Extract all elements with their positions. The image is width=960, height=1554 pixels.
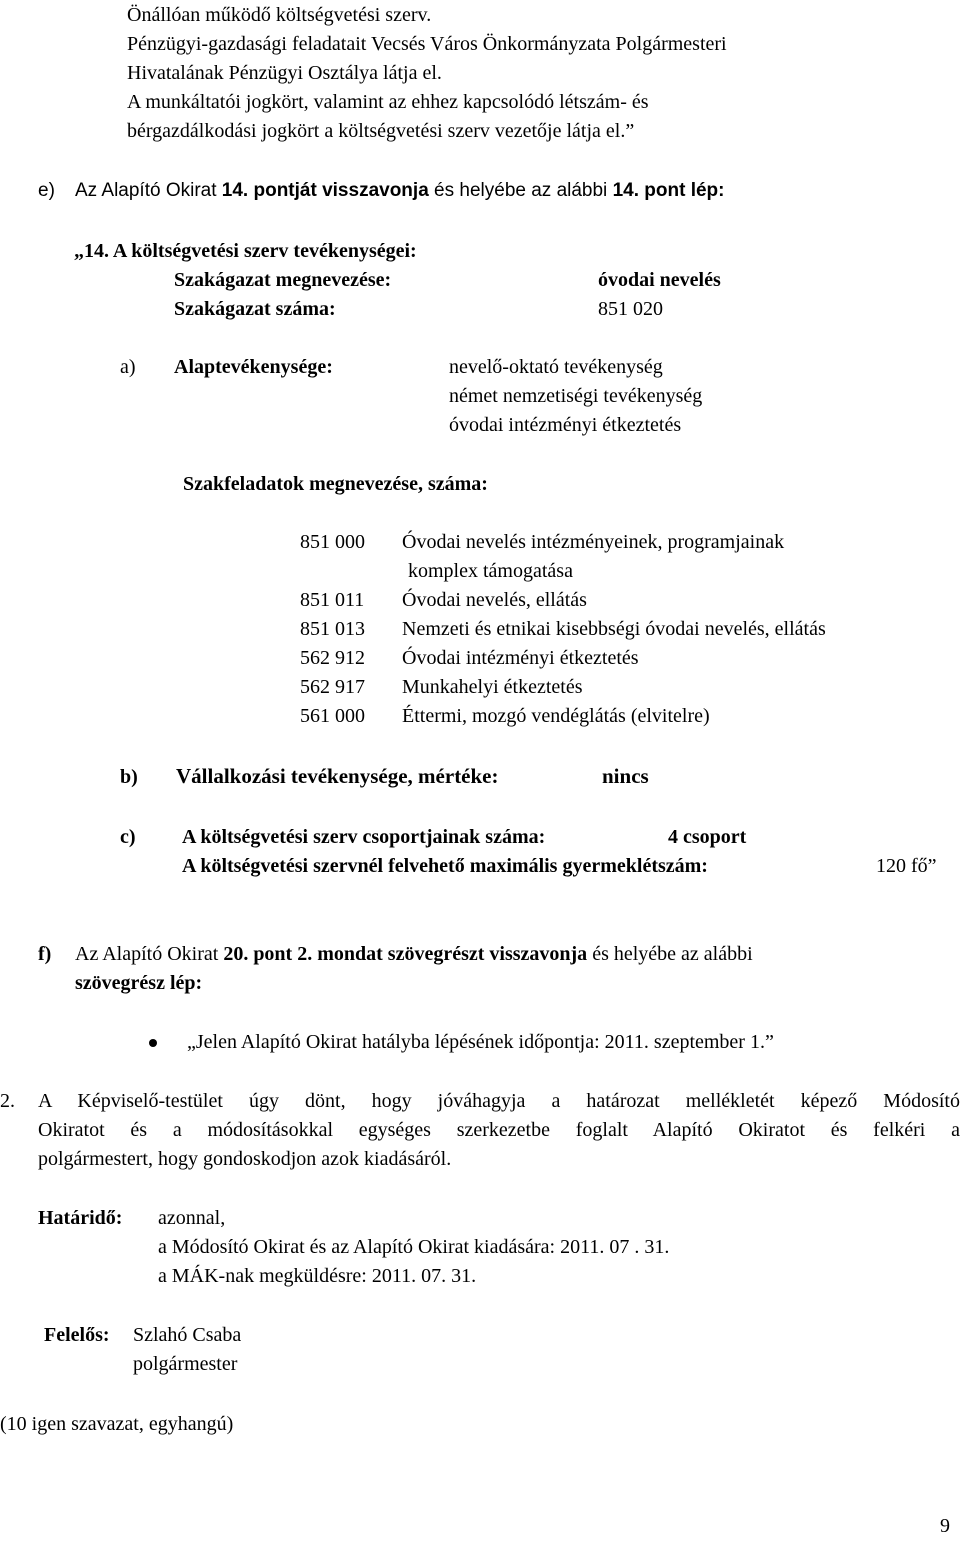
item-f-t4: szövegrész lép: [75,972,203,994]
page-number: 9 [940,1515,950,1537]
intro-line-2: Pénzügyi-gazdasági feladatait Vecsés Város Önkormányzata Polgármesteri [127,33,727,55]
responsible-label: Felelős: [44,1324,110,1346]
intro-line-3: Hivatalának Pénzügyi Osztálya látja el. [127,62,442,84]
item-b-marker: b) [120,766,138,788]
item-f-t2: 20. pont 2. mondat szövegrészt visszavonja [223,943,588,965]
deadline-value-3: a MÁK-nak megküldésre: 2011. 07. 31. [158,1265,477,1287]
szakfeladat-name: Óvodai intézményi étkeztetés [402,647,639,669]
szakagazat-num-label: Szakágazat száma: [174,298,336,320]
szakagazat-num-value: 851 020 [598,298,663,320]
responsible-name: Szlahó Csaba [133,1324,242,1346]
intro-line-5: bérgazdálkodási jogkört a költségvetési szerv vezetője látja el.” [127,120,635,142]
szakagazat-name-label: Szakágazat megnevezése: [174,269,392,291]
szakfeladat-name-cont: komplex támogatása [408,560,573,582]
item-e-marker: e) [38,180,55,201]
section-14-heading: „14. A költségvetési szerv tevékenységei: [74,240,417,262]
item-f-line1 [75,940,753,969]
item-c-marker: c) [120,826,136,848]
szakfeladat-code: 562 912 [300,647,365,669]
szakfeladat-name: Óvodai nevelés intézményeinek, programjainak [402,531,785,553]
item-e-t3: és helyébe az alábbi [434,180,608,201]
item-e-t1: Az Alapító Okirat [75,180,217,201]
szakfeladat-code: 851 013 [300,618,365,640]
item-b-label: Vállalkozási tevékenysége, mértéke: [176,764,499,788]
deadline-value-2: a Módosító Okirat és az Alapító Okirat kiadására: 2011. 07 . 31. [158,1236,670,1258]
item-f-t1: Az Alapító Okirat [75,943,219,965]
item-e-text [75,176,724,205]
szakagazat-name-value: óvodai nevelés [598,269,721,291]
responsible-title: polgármester [133,1353,238,1375]
item-a-marker: a) [120,356,136,378]
szakfeladat-code: 851 011 [300,589,365,611]
deadline-value-1: azonnal, [158,1207,226,1229]
item-c-line1-value: 4 csoport [668,826,747,848]
item-c-line2-label: A költségvetési szervnél felvehető maximális gyermeklétszám: [182,855,708,877]
deadline-label: Határidő: [38,1207,123,1229]
item-a-label: Alaptevékenysége: [174,356,333,378]
activity-3: óvodai intézményi étkeztetés [449,414,682,436]
item-b-value: nincs [602,764,649,788]
point-2-line-3: polgármestert, hogy gondoskodjon azok kiadásáról. [38,1148,452,1170]
activity-2: német nemzetiségi tevékenység [449,385,703,407]
point-2-line-2: Okiratot és a módosításokkal egységes szerkezetbe foglalt Alapító Okiratot és felkéri a [38,1119,960,1141]
item-e-t2: 14. pontját visszavonja [221,180,429,201]
activity-1: nevelő-oktató tevékenység [449,356,663,378]
szakfeladat-name: Óvodai nevelés, ellátás [402,589,587,611]
item-c-line1-label: A költségvetési szerv csoportjainak száma: [182,826,546,848]
szakfeladat-code: 561 000 [300,705,365,727]
item-f-t3: és helyébe az alábbi [592,943,753,965]
szakfeladat-code: 562 917 [300,676,365,698]
szakfeladatok-label: Szakfeladatok megnevezése, száma: [183,473,488,495]
intro-line-1: Önállóan működő költségvetési szerv. [127,4,432,26]
vote-result: (10 igen szavazat, egyhangú) [0,1413,234,1435]
szakfeladat-name: Munkahelyi étkeztetés [402,676,583,698]
item-e-t4: 14. pont lép: [612,180,725,201]
szakfeladat-name: Éttermi, mozgó vendéglátás (elvitelre) [402,705,710,727]
intro-line-4: A munkáltatói jogkört, valamint az ehhez kapcsolódó létszám- és [127,91,649,113]
item-f-bullet-text: „Jelen Alapító Okirat hatályba lépésének időpontja: 2011. szeptember 1.” [187,1031,774,1053]
item-c-line2-value: 120 fő” [876,855,937,877]
szakfeladat-name: Nemzeti és etnikai kisebbségi óvodai nevelés, ellátás [402,618,826,640]
szakfeladat-code: 851 000 [300,531,365,553]
point-2-line-1: A Képviselő-testület úgy dönt, hogy jóváhagyja a határozat mellékletét képező Módosító [38,1090,960,1112]
bullet-icon [149,1039,157,1047]
item-f-marker: f) [38,943,52,965]
point-2-number: 2. [0,1090,15,1112]
